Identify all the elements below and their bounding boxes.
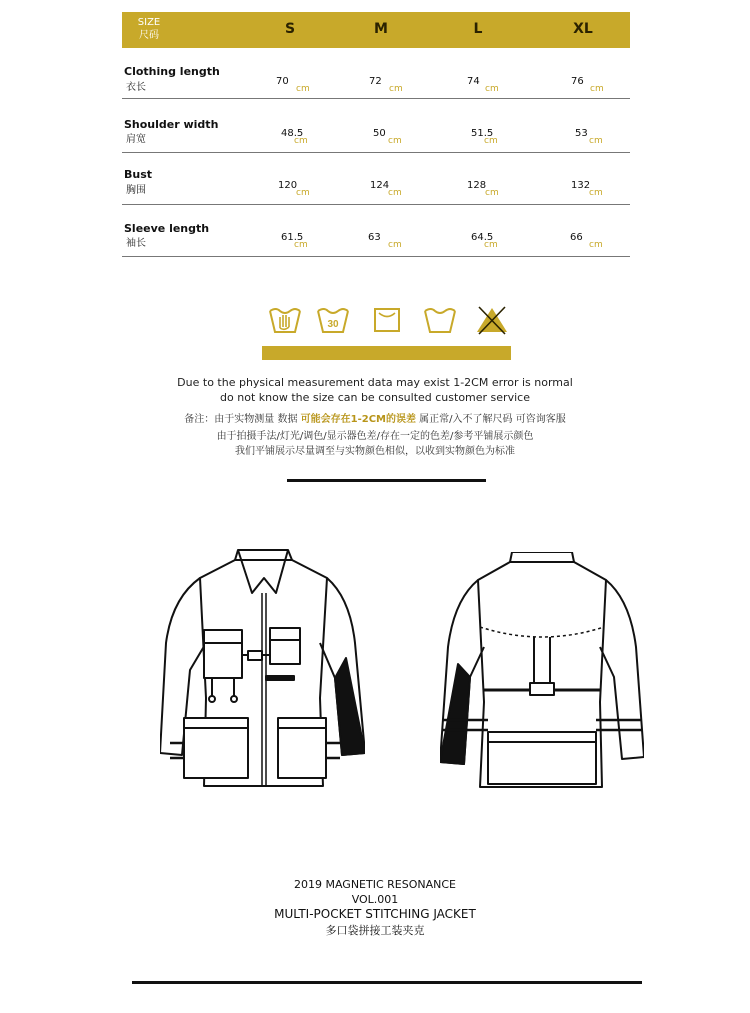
cell-unit: cm	[294, 240, 308, 250]
note-line-3-highlight: 可能会存在1-2CM的误差	[300, 414, 416, 425]
jacket-back-illustration	[440, 552, 644, 795]
cell-unit: cm	[389, 84, 403, 94]
row-label-shoulder-width-cn: 肩宽	[126, 134, 146, 145]
row-label-clothing-length: Clothing length	[124, 65, 220, 78]
top-divider	[287, 479, 486, 482]
note-line-2: do not know the size can be consulted customer service	[220, 391, 530, 404]
cell-sleeve-length-s: 61.5	[281, 232, 304, 243]
size-col-m: M	[374, 21, 388, 37]
size-header-label-en: SIZE	[137, 17, 161, 28]
row-label-sleeve-length: Sleeve length	[124, 222, 210, 235]
cell-unit: cm	[485, 188, 499, 198]
cell-bust-m: 124	[370, 180, 390, 191]
do-not-bleach-icon	[474, 303, 510, 335]
footer-line-1: 2019 MAGNETIC RESONANCE	[293, 878, 456, 891]
cell-unit: cm	[484, 240, 498, 250]
cell-bust-xl: 132	[571, 180, 591, 191]
cell-unit: cm	[485, 84, 499, 94]
bottom-divider	[132, 981, 642, 984]
footer-line-4: 多口袋拼接工装夹克	[325, 924, 425, 937]
hand-wash-icon	[267, 303, 303, 335]
care-bar	[262, 346, 511, 360]
cell-shoulder-width-xl: 53	[575, 128, 588, 139]
cell-clothing-length-s: 70	[276, 76, 289, 87]
row-divider	[122, 152, 630, 153]
size-col-xl: XL	[573, 21, 593, 37]
jacket-front-illustration	[160, 548, 365, 795]
cell-sleeve-length-l: 64.5	[471, 232, 494, 243]
size-col-l: L	[473, 21, 483, 37]
cell-unit: cm	[589, 188, 603, 198]
row-divider	[122, 204, 630, 205]
note-line-1: Due to the physical measurement data may exist 1-2CM error is normal	[177, 376, 573, 389]
cell-sleeve-length-m: 63	[368, 232, 381, 243]
row-label-shoulder-width: Shoulder width	[124, 118, 219, 131]
row-label-bust-cn: 胸围	[126, 185, 146, 196]
note-line-3-prefix: 备注：由于实物测量 数据	[184, 414, 301, 425]
cell-shoulder-width-s: 48.5	[281, 128, 304, 139]
row-label-clothing-length-cn: 衣长	[126, 82, 146, 93]
cell-unit: cm	[296, 84, 310, 94]
cell-shoulder-width-m: 50	[373, 128, 386, 139]
cell-clothing-length-xl: 76	[571, 76, 584, 87]
size-col-s: S	[284, 21, 296, 37]
cell-unit: cm	[590, 84, 604, 94]
dry-flat-icon	[369, 303, 405, 335]
row-label-sleeve-length-cn: 袖长	[126, 238, 146, 249]
row-divider	[122, 98, 630, 99]
note-line-4: 由于拍摄手法/灯光/调色/显示器色差/存在一定的色差/参考平铺展示颜色	[216, 431, 534, 442]
cell-bust-s: 120	[278, 180, 298, 191]
cell-unit: cm	[294, 136, 308, 146]
cell-sleeve-length-xl: 66	[570, 232, 583, 243]
size-header-label	[124, 16, 174, 42]
cell-unit: cm	[388, 136, 402, 146]
wash-temp-label: 30	[327, 319, 339, 330]
row-label-bust: Bust	[124, 168, 153, 181]
note-line-5: 我们平铺展示尽量调至与实物颜色相似，以收到实物颜色为标准	[235, 446, 515, 457]
cell-unit: cm	[296, 188, 310, 198]
cell-unit: cm	[388, 240, 402, 250]
cell-unit: cm	[484, 136, 498, 146]
cell-unit: cm	[589, 136, 603, 146]
note-line-3	[0, 410, 750, 425]
wash-basin-icon	[422, 303, 458, 335]
cell-clothing-length-m: 72	[369, 76, 382, 87]
cell-clothing-length-l: 74	[467, 76, 480, 87]
cell-shoulder-width-l: 51.5	[471, 128, 494, 139]
cell-unit: cm	[589, 240, 603, 250]
footer-line-3: MULTI-POCKET STITCHING JACKET	[274, 907, 476, 921]
cell-bust-l: 128	[467, 180, 487, 191]
cell-unit: cm	[388, 188, 402, 198]
row-divider	[122, 256, 630, 257]
footer-line-2: VOL.001	[351, 893, 399, 906]
note-line-3-suffix: 属正常/入不了解尺码 可咨询客服	[415, 414, 566, 425]
size-header-label-cn: 尺码	[139, 30, 159, 41]
wash-30-icon	[315, 303, 351, 335]
